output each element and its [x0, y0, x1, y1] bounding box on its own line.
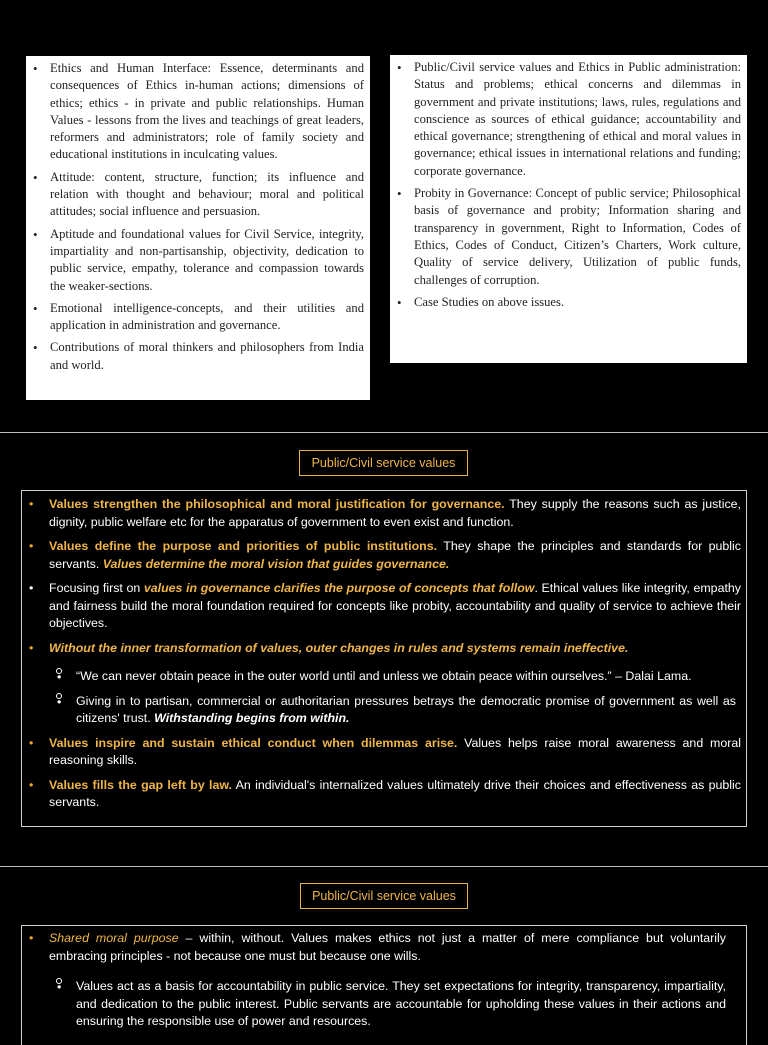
syllabus-item: • Attitude: content, structure, function; its influence and relation with thought and behaviour; moral and political attitudes; social influence and persuasion.	[26, 169, 364, 221]
sub-list-item: • “We can never obtain peace in the outer world until and unless we obtain peace within ourselves.” – Dalai Lama.	[49, 668, 736, 686]
list-item: • Without the inner transformation of values, outer changes in rules and systems remain ineffective.	[22, 640, 741, 658]
syllabus-left-panel	[26, 56, 370, 400]
section-title: Public/Civil service values	[299, 450, 468, 476]
syllabus-item: • Public/Civil service values and Ethics in Public administration: Status and problems; ethical concerns and dilemmas in government and private institutions; laws, rules, regulations and conscience as sources of ethical guidance; accountability and ethical governance; strengthening of ethical and moral values in governance; ethical issues in international relations and funding; corporate governance.	[390, 59, 741, 180]
list-item: • Values inspire and sustain ethical conduct when dilemmas arise. Values helps raise moral awareness and moral reasoning skills.	[22, 735, 741, 770]
section2-content	[21, 925, 747, 1045]
syllabus-item: • Ethics and Human Interface: Essence, determinants and consequences of Ethics in-human actions; dimensions of ethics; ethics - in private and public relationships. Human Values - lessons from the lives and teachings of great leaders, reformers and administrators; role of family society and educational institutions in inculcating values.	[26, 60, 364, 164]
section1-content	[21, 490, 747, 827]
syllabus-item: • Aptitude and foundational values for Civil Service, integrity, impartiality and non-partisanship, objectivity, dedication to public service, empathy, tolerance and compassion towards the weaker-sections.	[26, 226, 364, 295]
sub-list-item: • Giving in to partisan, commercial or authoritarian pressures betrays the democratic promise of government as well as citizens' trust. Withstanding begins from within.	[49, 693, 736, 728]
list-item: • Values strengthen the philosophical and moral justification for governance. They supply the reasons such as justice, dignity, public welfare etc for the apparatus of government to even exist and function.	[22, 496, 741, 531]
divider	[0, 866, 768, 867]
list-item: • Shared moral purpose – within, without. Values makes ethics not just a matter of mere compliance but voluntarily embracing principles - not because one must but because one wills.	[22, 930, 726, 965]
syllabus-item: • Probity in Governance: Concept of public service; Philosophical basis of governance and probity; Information sharing and transparency in government, Right to Information, Codes of Ethics, Codes of Conduct, Citizen’s Charters, Work culture, Quality of service delivery, Utilization of public funds, challenges of corruption.	[390, 185, 741, 289]
syllabus-item: • Contributions of moral thinkers and philosophers from India and world.	[26, 339, 364, 374]
syllabus-right-panel	[390, 55, 747, 363]
list-item: • Values define the purpose and priorities of public institutions. They shape the principles and standards for public servants. Values determine the moral vision that guides governance.	[22, 538, 741, 573]
list-item: • Focusing first on values in governance clarifies the purpose of concepts that follow. Ethical values like integrity, empathy and fairness build the moral foundation required for concepts like probity, accountability and quality of service to achieve their objectives.	[22, 580, 741, 633]
syllabus-item: • Emotional intelligence-concepts, and their utilities and application in administration and governance.	[26, 300, 364, 335]
syllabus-item: • Case Studies on above issues.	[390, 294, 741, 311]
list-item: • Values fills the gap left by law. An individual's internalized values ultimately drive their choices and effectiveness as public servants.	[22, 777, 741, 812]
divider	[0, 432, 768, 433]
section-title: Public/Civil service values	[300, 883, 468, 909]
sub-list-item: • Values act as a basis for accountability in public service. They set expectations for integrity, transparency, impartiality, and dedication to the public interest. Public servants are accountable for upholding these values in their actions and ensuring the responsible use of power and resources.	[49, 978, 726, 1031]
